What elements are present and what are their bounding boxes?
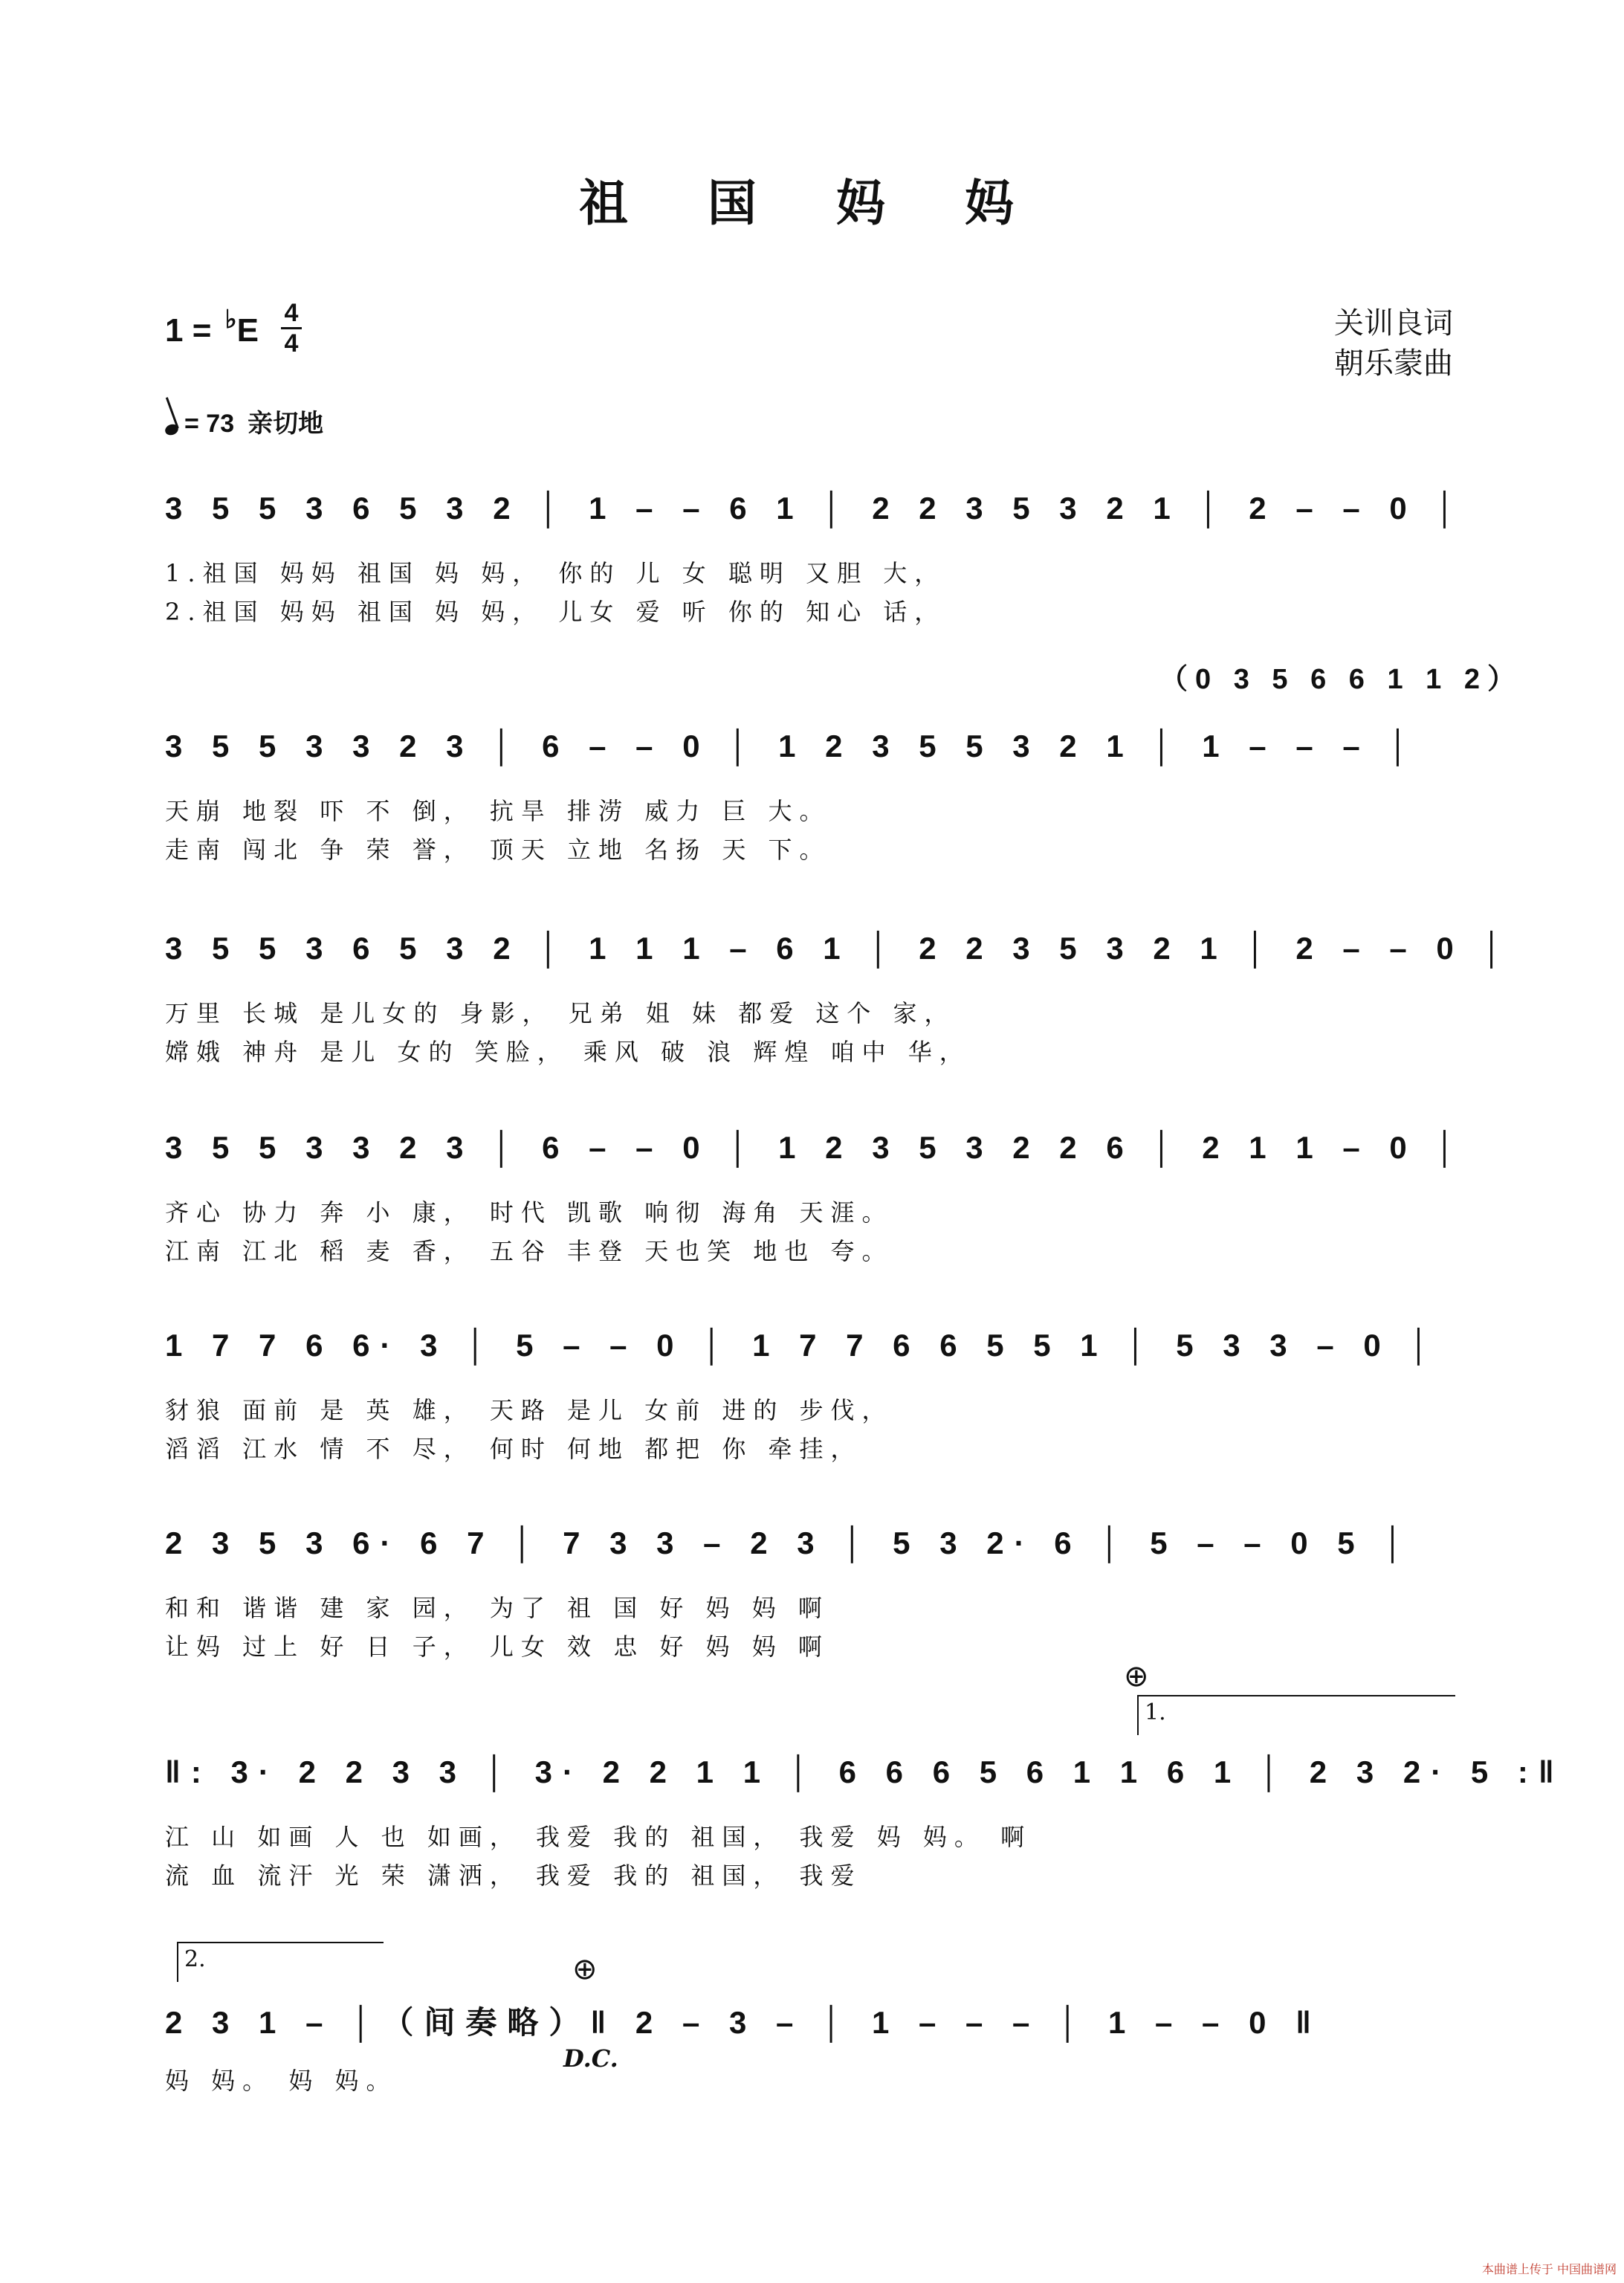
volta-bracket-1: 1. [1137, 1695, 1455, 1735]
notes-line: ‖: 3· 2 2 3 3 │ 3· 2 2 1 1 │ 6 6 6 5 6 1 1 6 1 │ 2 3 2· 5 :‖ [165, 1754, 1565, 1789]
lyric-verse-1: 豺狼 面前 是 英 雄， 天路 是儿 女前 进的 步伐， [165, 1396, 893, 1424]
notes-line: 2 3 1 – │（间奏略）‖ 2 – 3 – │ 1 – – – │ 1 – – 0 ‖ [165, 2005, 1321, 2040]
footer-watermark: 本曲谱上传于 中国曲谱网 [1481, 2262, 1617, 2276]
notes-line: 1 7 7 6 6· 3 │ 5 – – 0 │ 1 7 7 6 6 5 5 1 │ 5 3 3 – 0 │ [165, 1328, 1440, 1363]
volta-bracket-2: 2. [177, 1942, 384, 1982]
key-prefix: 1 = [165, 312, 221, 349]
time-signature [281, 300, 302, 356]
time-top: 4 [284, 299, 299, 327]
notes-line: 3 5 5 3 3 2 3 │ 6 – – 0 │ 1 2 3 5 5 3 2 1 │ 1 – – – │ [165, 729, 1420, 763]
lyric-verse-2: 2.祖国 妈妈 祖国 妈 妈， 儿女 爱 听 你的 知心 话， [165, 598, 946, 626]
flat-sign: ♭ [224, 306, 237, 334]
lyric-verse-1: 天崩 地裂 吓 不 倒， 抗旱 排涝 威力 巨 大。 [165, 797, 831, 825]
lyric-verse-2: 走南 闯北 争 荣 誉， 顶天 立地 名扬 天 下。 [165, 836, 831, 864]
lyric-verse-1: 万里 长城 是儿女的 身影， 兄弟 姐 妹 都爱 这个 家， [165, 999, 956, 1027]
lyric-verse-1: 1.祖国 妈妈 祖国 妈 妈， 你的 儿 女 聪明 又胆 大， [165, 559, 946, 587]
tempo-value: = 73 [184, 410, 235, 438]
credits [1334, 303, 1453, 384]
key-signature [165, 305, 259, 349]
lyric-verse-2: 让妈 过上 好 日 子， 儿女 效 忠 好 妈 妈 啊 [165, 1633, 829, 1661]
lyricist: 关训良词 [1334, 306, 1453, 340]
notes-line: 3 5 5 3 6 5 3 2 │ 1 – – 6 1 │ 2 2 3 5 3 2 1 │ 2 – – 0 │ [165, 491, 1466, 526]
composer: 朝乐蒙曲 [1334, 346, 1453, 381]
lyric-verse-2: 流 血 流汗 光 荣 潇洒， 我爱 我的 祖国， 我爱 [165, 1861, 862, 1890]
lyric-verse-2: 嫦娥 神舟 是儿 女的 笑脸， 乘风 破 浪 辉煌 咱中 华， [165, 1038, 971, 1066]
notes-line: 3 5 5 3 6 5 3 2 │ 1 1 1 – 6 1 │ 2 2 3 5 3 2 1 │ 2 – – 0 │ [165, 931, 1513, 966]
time-bottom: 4 [284, 329, 299, 358]
lyric-verse-1: 和和 谐谐 建 家 园， 为了 祖 国 好 妈 妈 啊 [165, 1594, 829, 1622]
coda-sign-icon: ⊕ [572, 1952, 598, 1986]
intro-phrase: （0 3 5 6 6 1 1 2） [1159, 664, 1523, 695]
lyric-verse-1: 江 山 如画 人 也 如画， 我爱 我的 祖国， 我爱 妈 妈。 啊 [165, 1823, 1032, 1851]
tempo-expression: 亲切地 [248, 409, 324, 439]
lyric-verse-1: 妈 妈。 妈 妈。 [165, 2067, 398, 2095]
da-capo-mark: D.C. [563, 2044, 618, 2073]
page-title: 祖 国 妈 妈 [579, 174, 1045, 232]
tempo-mark [165, 403, 323, 439]
key-letter: E [236, 312, 259, 349]
lyric-verse-2: 滔滔 江水 情 不 尽， 何时 何地 都把 你 牵挂， [165, 1435, 862, 1463]
lyric-verse-2: 江南 江北 稻 麦 香， 五谷 丰登 天也笑 地也 夸。 [165, 1237, 893, 1265]
quarter-note-icon [164, 422, 180, 436]
notes-line: 3 5 5 3 3 2 3 │ 6 – – 0 │ 1 2 3 5 3 2 2 6 │ 2 1 1 – 0 │ [165, 1130, 1466, 1165]
lyric-verse-1: 齐心 协力 奔 小 康， 时代 凯歌 响彻 海角 天涯。 [165, 1198, 893, 1227]
notes-line: 2 3 5 3 6· 6 7 │ 7 3 3 – 2 3 │ 5 3 2· 6 │ 5 – – 0 5 │ [165, 1525, 1414, 1560]
coda-sign-icon: ⊕ [1124, 1659, 1149, 1693]
